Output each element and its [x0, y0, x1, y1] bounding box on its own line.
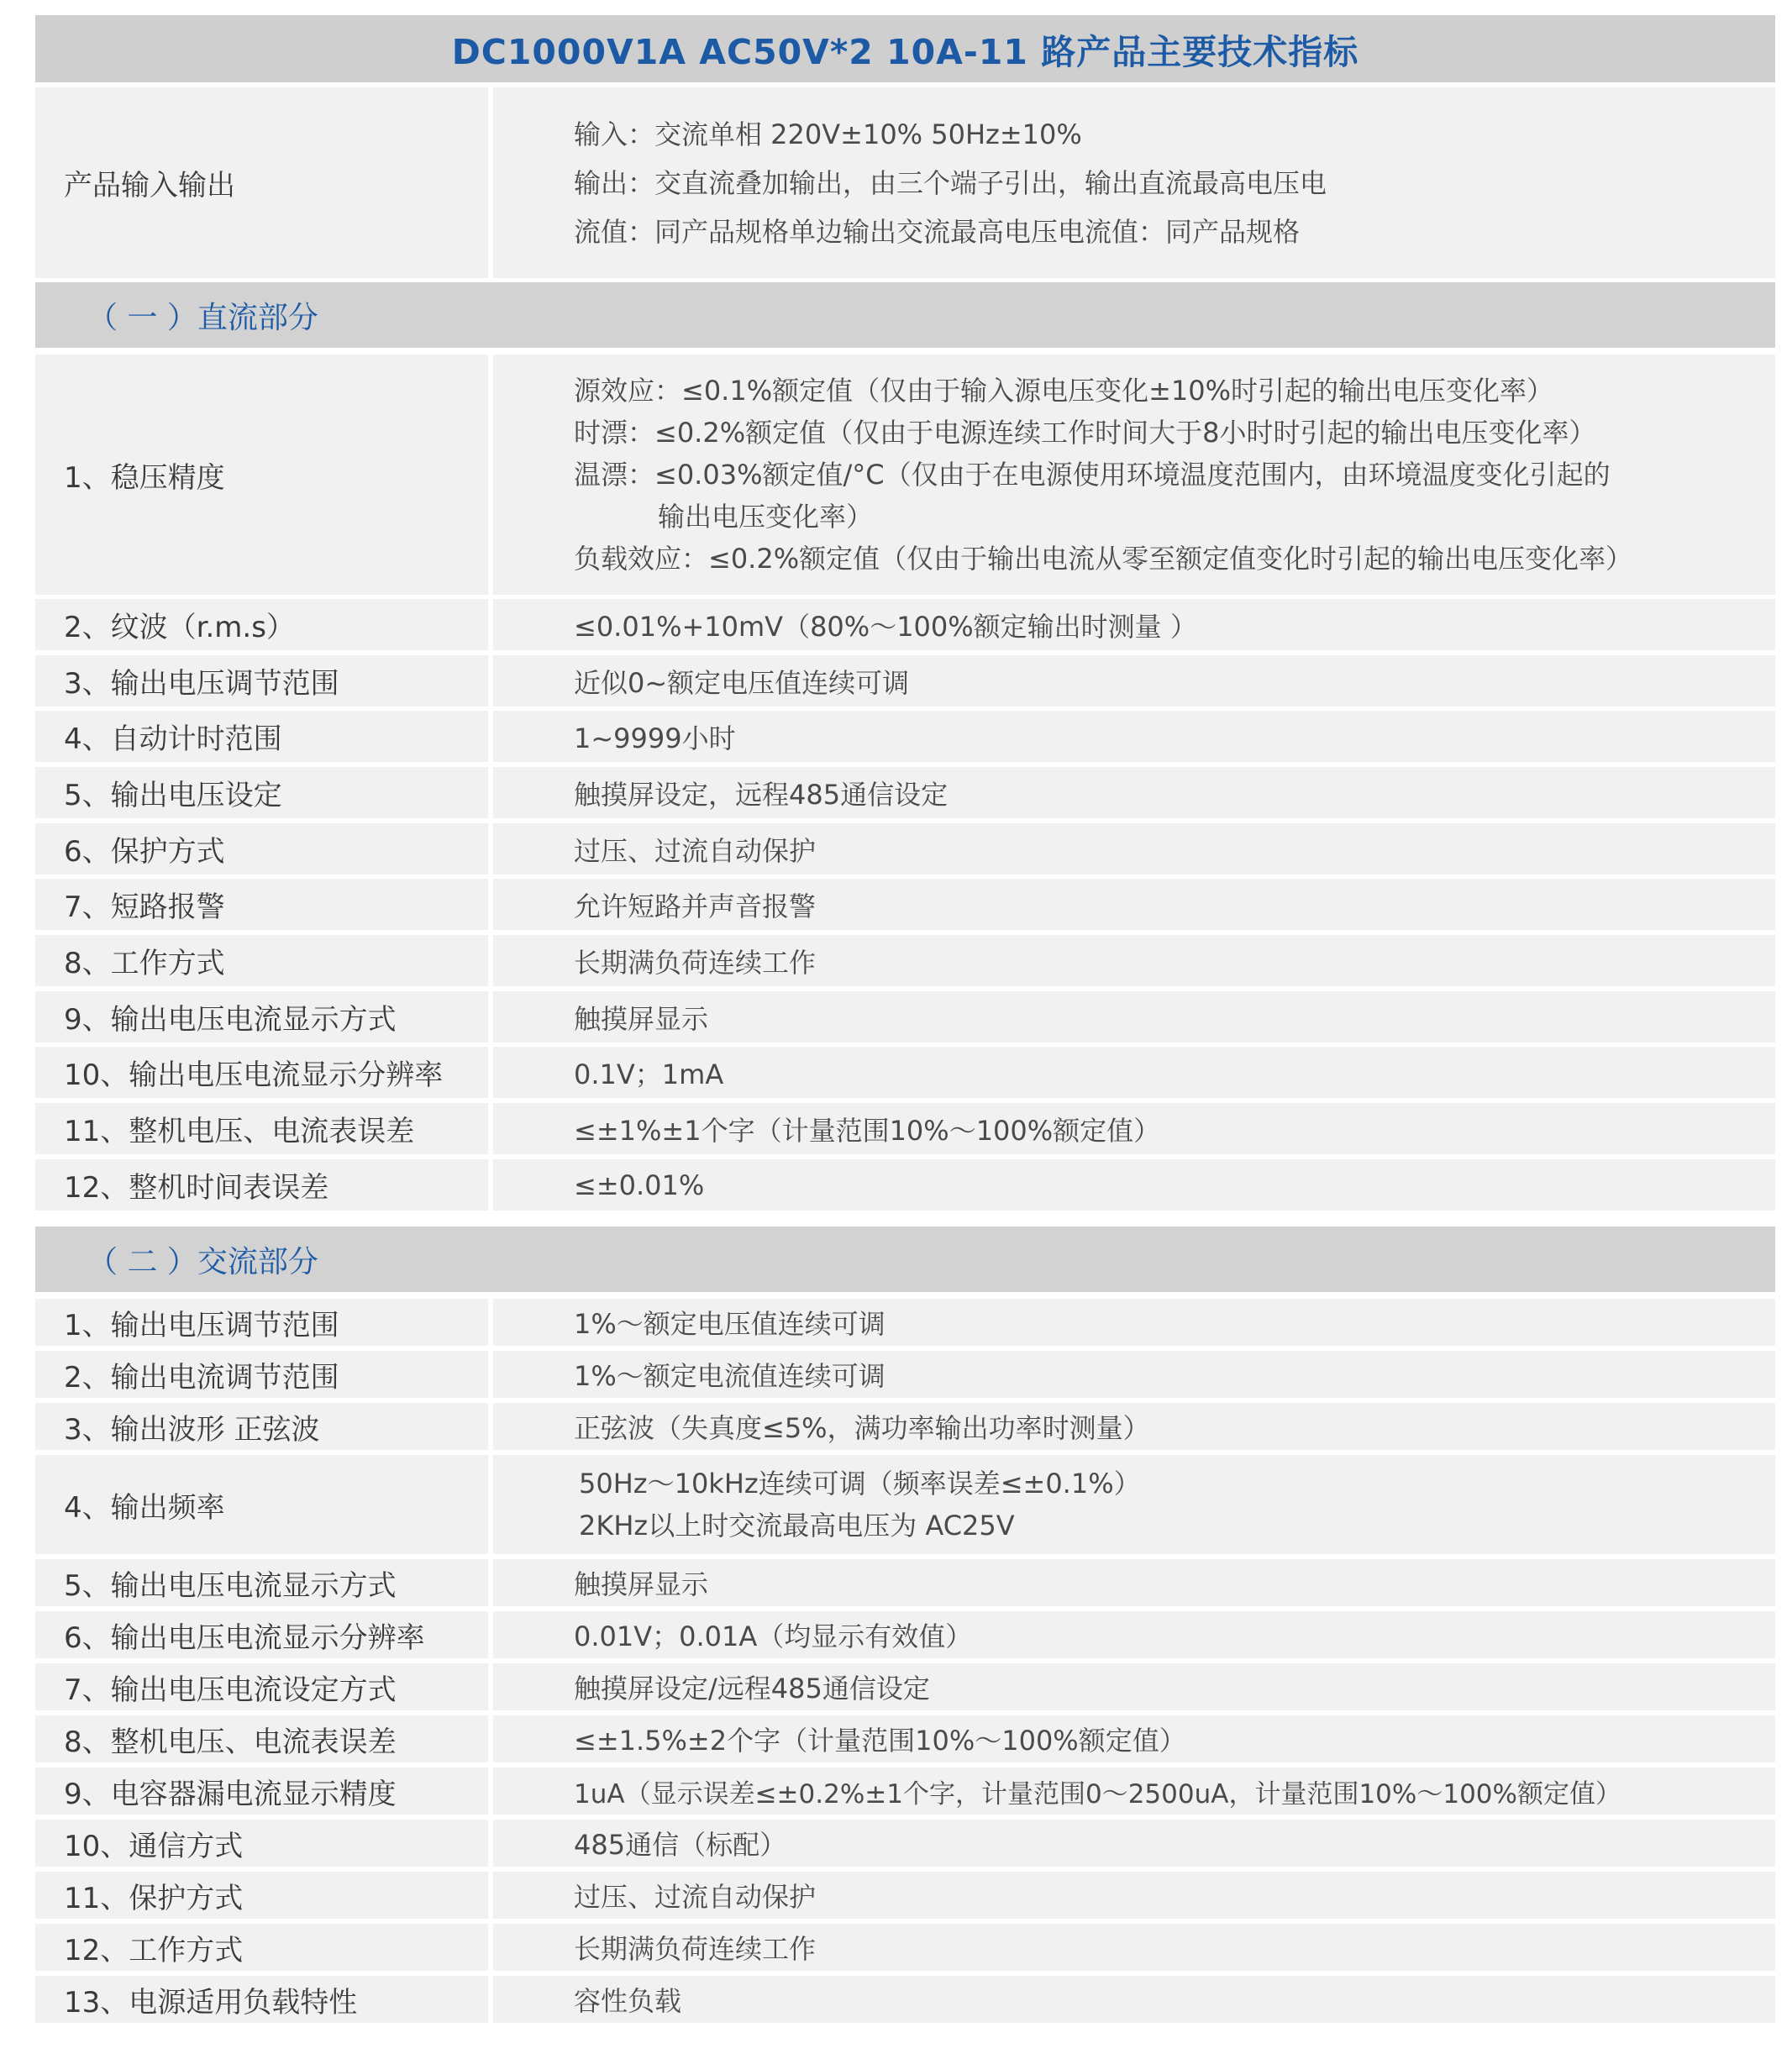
ac-row: [35, 1351, 1775, 1398]
spec-value: 1%～额定电压值连续可调: [574, 1308, 885, 1340]
spec-label: 5、输出电压电流显示方式: [64, 1568, 397, 1603]
spec-value: 1uA（显示误差≤±0.2%±1个字，计量范围0～2500uA，计量范围10%～100%额定值）: [574, 1778, 1621, 1810]
dc-regulation-row: [35, 355, 1775, 595]
spec-label: 13、电源适用负载特性: [64, 1985, 358, 2020]
dc-row: [35, 879, 1775, 930]
dc-row: [35, 991, 1775, 1043]
section-title-ac: （ 二 ）交流部分: [87, 1244, 318, 1279]
dc-row: [35, 599, 1775, 650]
section-header-dc: [35, 282, 1775, 348]
spec-value: 长期满负荷连续工作: [574, 1933, 817, 1965]
spec-line: 50Hz～10kHz连续可调（频率误差≤±0.1%）: [579, 1468, 1141, 1500]
spec-value: 允许短路并声音报警: [574, 890, 817, 922]
spec-value: 近似0~额定电压值连续可调: [574, 666, 910, 699]
spec-value: ≤±0.01%: [574, 1169, 705, 1201]
spec-value: 1%～额定电流值连续可调: [574, 1360, 885, 1392]
spec-value: ≤0.01%+10mV（80%～100%额定输出时测量 ）: [574, 610, 1197, 643]
spec-value: 长期满负荷连续工作: [574, 946, 817, 979]
io-line-output: 输出：交直流叠加输出，由三个端子引出，输出直流最高电压电: [574, 166, 1327, 199]
spec-label: 2、纹波（r.m.s）: [64, 611, 295, 644]
spec-label: 10、通信方式: [64, 1829, 244, 1863]
ac-frequency-row: [35, 1455, 1775, 1554]
io-row: [35, 87, 1775, 278]
ac-row: [35, 1924, 1775, 1971]
section-title-dc: （ 一 ）直流部分: [87, 300, 318, 335]
ac-row: [35, 1767, 1775, 1815]
spec-value: 0.01V；0.01A（均显示有效值）: [574, 1620, 973, 1652]
spec-label: 5、输出电压设定: [64, 779, 282, 812]
io-line-input: 输入：交流单相 220V±10% 50Hz±10%: [574, 118, 1082, 150]
dc-regulation-label: 1、稳压精度: [64, 460, 225, 495]
dc-row: [35, 935, 1775, 986]
title-bar: [35, 15, 1775, 82]
spec-label: 10、输出电压电流显示分辨率: [64, 1058, 444, 1092]
spec-line: 输出电压变化率）: [658, 501, 874, 533]
ac-row: [35, 1299, 1775, 1346]
spec-value: 485通信（标配）: [574, 1829, 787, 1861]
ac-row: [35, 1403, 1775, 1450]
spec-label: 9、电容器漏电流显示精度: [64, 1777, 397, 1811]
ac-row: [35, 1715, 1775, 1762]
spec-label: 7、输出电压电流设定方式: [64, 1673, 397, 1707]
spec-value: 容性负载: [574, 1985, 682, 2017]
dc-row: [35, 1047, 1775, 1098]
dc-row: [35, 823, 1775, 875]
spec-label: 11、整机电压、电流表误差: [64, 1115, 415, 1148]
spec-label: 12、整机时间表误差: [64, 1171, 329, 1205]
dc-row: [35, 655, 1775, 706]
spec-value: 触摸屏显示: [574, 1568, 709, 1600]
spec-label: 7、短路报警: [64, 890, 225, 924]
spec-value: 过压、过流自动保护: [574, 834, 817, 867]
spec-label: 1、输出电压调节范围: [64, 1308, 339, 1342]
io-label: 产品输入输出: [64, 169, 235, 202]
ac-row: [35, 1663, 1775, 1710]
spec-value: 1~9999小时: [574, 722, 736, 754]
section-header-ac: [35, 1226, 1775, 1292]
ac-row: [35, 1820, 1775, 1867]
page-title: DC1000V1A AC50V*2 10A-11 路产品主要技术指标: [451, 31, 1359, 72]
ac-row: [35, 1872, 1775, 1919]
ac-row: [35, 1611, 1775, 1658]
spec-value: 正弦波（失真度≤5%，满功率输出功率时测量）: [574, 1412, 1150, 1444]
spec-label: 2、输出电流调节范围: [64, 1360, 339, 1395]
spec-label: 8、工作方式: [64, 947, 225, 980]
spec-line: 温漂：≤0.03%额定值/°C（仅由于在电源使用环境温度范围内，由环境温度变化引起的: [574, 459, 1611, 491]
spec-value: 触摸屏显示: [574, 1002, 709, 1035]
spec-value: 触摸屏设定，远程485通信设定: [574, 778, 949, 811]
ac-frequency-label: 4、输出频率: [64, 1490, 225, 1525]
spec-label: 6、保护方式: [64, 835, 225, 869]
dc-row: [35, 1103, 1775, 1154]
spec-line: 源效应：≤0.1%额定值（仅由于输入源电压变化±10%时引起的输出电压变化率）: [574, 375, 1554, 407]
spec-label: 11、保护方式: [64, 1881, 244, 1915]
spec-value: 过压、过流自动保护: [574, 1881, 817, 1913]
dc-row: [35, 1159, 1775, 1211]
spec-value: ≤±1.5%±2个字（计量范围10%～100%额定值）: [574, 1725, 1186, 1757]
ac-row: [35, 1559, 1775, 1606]
ac-frequency-value: [493, 1455, 1775, 1554]
dc-row: [35, 711, 1775, 762]
io-line-current: 流值：同产品规格单边输出交流最高电压电流值：同产品规格: [574, 215, 1301, 248]
spec-label: 6、输出电压电流显示分辨率: [64, 1620, 425, 1655]
spec-label: 12、工作方式: [64, 1933, 244, 1967]
spec-label: 3、输出波形 正弦波: [64, 1412, 320, 1447]
ac-row: [35, 1976, 1775, 2023]
spec-line: 时漂：≤0.2%额定值（仅由于电源连续工作时间大于8小时时引起的输出电压变化率）: [574, 417, 1596, 449]
spec-label: 4、自动计时范围: [64, 722, 282, 756]
spec-line: 负载效应：≤0.2%额定值（仅由于输出电流从零至额定值变化时引起的输出电压变化率）: [574, 543, 1633, 575]
spec-label: 8、整机电压、电流表误差: [64, 1725, 397, 1759]
io-value: [493, 87, 1775, 278]
spec-label: 3、输出电压调节范围: [64, 667, 339, 701]
spec-line: 2KHz以上时交流最高电压为 AC25V: [579, 1510, 1015, 1542]
spec-value: 0.1V；1mA: [574, 1058, 724, 1090]
dc-regulation-value: [493, 355, 1775, 595]
spec-value: ≤±1%±1个字（计量范围10%～100%额定值）: [574, 1114, 1161, 1147]
spec-label: 9、输出电压电流显示方式: [64, 1003, 397, 1037]
spec-value: 触摸屏设定/远程485通信设定: [574, 1673, 930, 1704]
dc-row: [35, 767, 1775, 818]
